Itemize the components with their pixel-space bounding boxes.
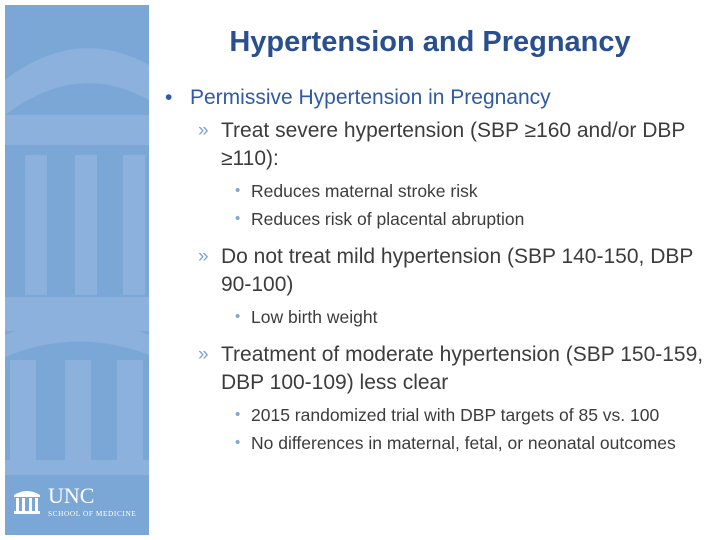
detail-bullet — [233, 305, 710, 329]
sub-bullet-text: Treatment of moderate hypertension (SBP 150-159, DBP 100-109) less clear — [221, 343, 704, 394]
sub-bullet-mild — [198, 243, 710, 299]
sub-bullet-marker: » — [198, 344, 209, 365]
sub-bullet-text: Treat severe hypertension (SBP ≥160 and/or DBP ≥110): — [221, 119, 686, 170]
detail-bullet — [233, 207, 710, 231]
sub-bullet-marker: » — [198, 246, 209, 267]
sub-bullet-moderate — [198, 341, 710, 397]
sidebar-panel — [5, 5, 149, 535]
detail-bullet-text: 2015 randomized trial with DBP targets of 85 vs. 100 — [251, 405, 660, 425]
detail-bullet-text: Low birth weight — [251, 307, 378, 327]
slide-title: Hypertension and Pregnancy — [229, 26, 631, 58]
detail-bullet-marker: • — [235, 182, 241, 199]
detail-bullet — [233, 179, 710, 203]
detail-bullet-marker: • — [235, 434, 241, 451]
detail-bullet-text: Reduces maternal stroke risk — [251, 181, 478, 201]
bullet-text: Permissive Hypertension in Pregnancy — [190, 86, 551, 109]
detail-bullet-marker: • — [235, 406, 241, 423]
logo-subtitle: SCHOOL OF MEDICINE — [48, 509, 137, 518]
detail-bullet — [233, 403, 710, 427]
bullet-marker: • — [165, 86, 173, 109]
detail-bullet-marker: • — [235, 308, 241, 325]
sub-bullet-severe — [198, 117, 710, 173]
detail-bullet — [233, 431, 710, 455]
old-well-icon — [12, 486, 42, 516]
logo-wordmark: UNC — [48, 483, 95, 508]
old-well-graphic — [5, 5, 149, 535]
sub-bullet-text: Do not treat mild hypertension (SBP 140-150, DBP 90-100) — [221, 245, 693, 296]
slide-content — [165, 84, 710, 455]
detail-bullet-text: Reduces risk of placental abruption — [251, 209, 525, 229]
sub-bullet-marker: » — [198, 120, 209, 141]
unc-logo — [8, 483, 148, 522]
detail-bullet-text: No differences in maternal, fetal, or neonatal outcomes — [251, 433, 676, 453]
bullet-level1 — [165, 84, 710, 111]
detail-bullet-marker: • — [235, 210, 241, 227]
